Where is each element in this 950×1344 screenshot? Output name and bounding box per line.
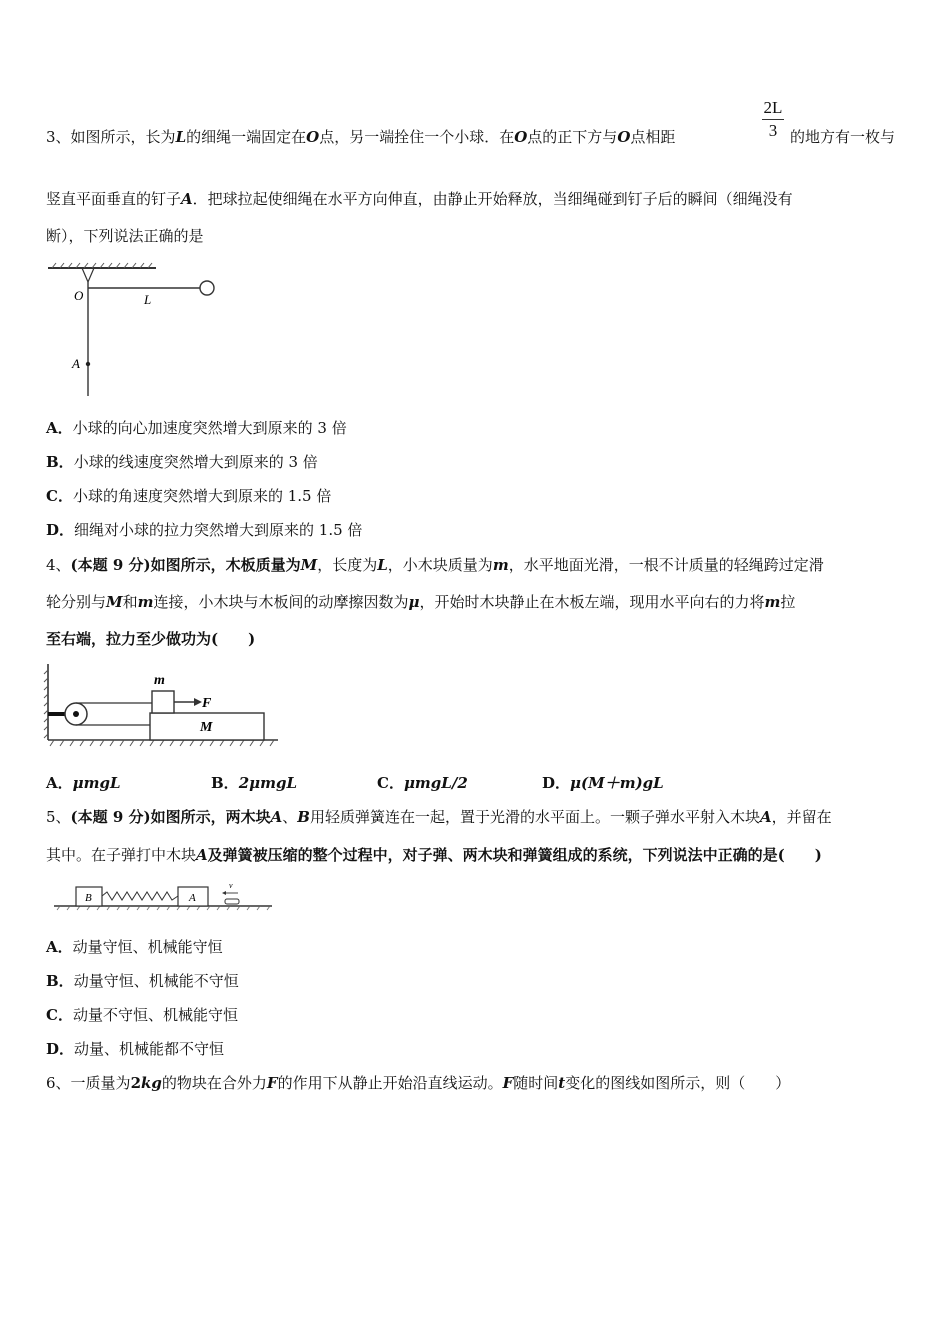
label-M: M	[200, 720, 213, 735]
q4-pulley-figure	[42, 662, 282, 748]
q4-option-b[interactable]: B．2μmgL	[211, 774, 298, 792]
q5-line-2: 其中。在子弹打中木块A及弹簧被压缩的整个过程中，对子弹、两木块和弹簧组成的系统，下列说法中正确的是( )	[46, 846, 822, 864]
q5-option-a[interactable]: A．动量守恒、机械能守恒	[46, 938, 223, 956]
ball	[200, 281, 214, 295]
q5-line-1: 5、(本题 9 分)如图所示，两木块A、B用轻质弹簧连在一起，置于光滑的水平面上。一颗子弹水平射入木块A，并留在	[46, 808, 832, 826]
q5-option-b[interactable]: B．动量守恒、机械能不守恒	[46, 972, 239, 990]
q3-line-1: 3、如图所示，长为L的细绳一端固定在O点，另一端拴住一个小球．在O点的正下方与O点相距	[46, 128, 676, 146]
q4-option-d[interactable]: D．μ(M＋m)gL	[542, 774, 664, 792]
q6-number: 6、	[46, 1074, 71, 1092]
q3-line-3: 断），下列说法正确的是	[46, 227, 204, 245]
label-A: A	[72, 356, 80, 371]
q3-option-d[interactable]: D．细绳对小球的拉力突然增大到原来的 1.5 倍	[46, 521, 363, 539]
bullet	[225, 899, 239, 904]
q3-line-2: 竖直平面垂直的钉子A．把球拉起使细绳在水平方向伸直，由静止开始释放，当细绳碰到钉子后的瞬间（细绳没有	[46, 190, 793, 208]
label-m: m	[154, 673, 165, 688]
fraction-numerator: 2L	[763, 98, 783, 117]
q3-fraction	[760, 98, 786, 141]
q4-option-c[interactable]: C．μmgL/2	[377, 774, 468, 792]
q5-spring-figure	[52, 878, 276, 912]
q4-line-1: 4、(本题 9 分)如图所示，木板质量为M，长度为L，小木块质量为m，水平地面光滑，一根不计质量的轻绳跨过定滑	[46, 556, 824, 574]
q5-number: 5、	[46, 808, 71, 826]
label-O: O	[74, 288, 84, 303]
q3-option-b[interactable]: B．小球的线速度突然增大到原来的 3 倍	[46, 453, 318, 471]
q4-number: 4、	[46, 556, 71, 574]
label-B: B	[85, 892, 92, 904]
spring	[102, 892, 178, 900]
q3-line-1-end: 的地方有一枚与	[790, 128, 896, 146]
label-v: v	[229, 881, 233, 890]
label-F: F	[202, 696, 212, 711]
q4-line-2: 轮分别与M和m连接，小木块与木板间的动摩擦因数为μ，开始时木块静止在木板左端，现用水平向右的力将m拉	[46, 593, 796, 611]
q3-option-a[interactable]: A．小球的向心加速度突然增大到原来的 3 倍	[46, 419, 347, 437]
q4-line-3: 至右端，拉力至少做功为( )	[46, 630, 256, 648]
label-L: L	[144, 292, 152, 307]
nail-point	[86, 362, 90, 366]
block-m	[152, 691, 174, 713]
q6-line-1: 6、一质量为2kg的物块在合外力F的作用下从静止开始沿直线运动。F随时间t变化的图线如图所示，则（ ）	[46, 1074, 791, 1092]
fraction-bar	[762, 119, 784, 120]
q3-pendulum-figure	[44, 262, 224, 402]
q3-option-c[interactable]: C．小球的角速度突然增大到原来的 1.5 倍	[46, 487, 332, 505]
q5-option-d[interactable]: D．动量、机械能都不守恒	[46, 1040, 225, 1058]
q4-option-a[interactable]: A．μmgL	[46, 774, 121, 792]
q3-number: 3、	[46, 128, 71, 146]
label-A: A	[189, 892, 196, 904]
fraction-denominator: 3	[768, 121, 778, 140]
q5-option-c[interactable]: C．动量不守恒、机械能守恒	[46, 1006, 238, 1024]
